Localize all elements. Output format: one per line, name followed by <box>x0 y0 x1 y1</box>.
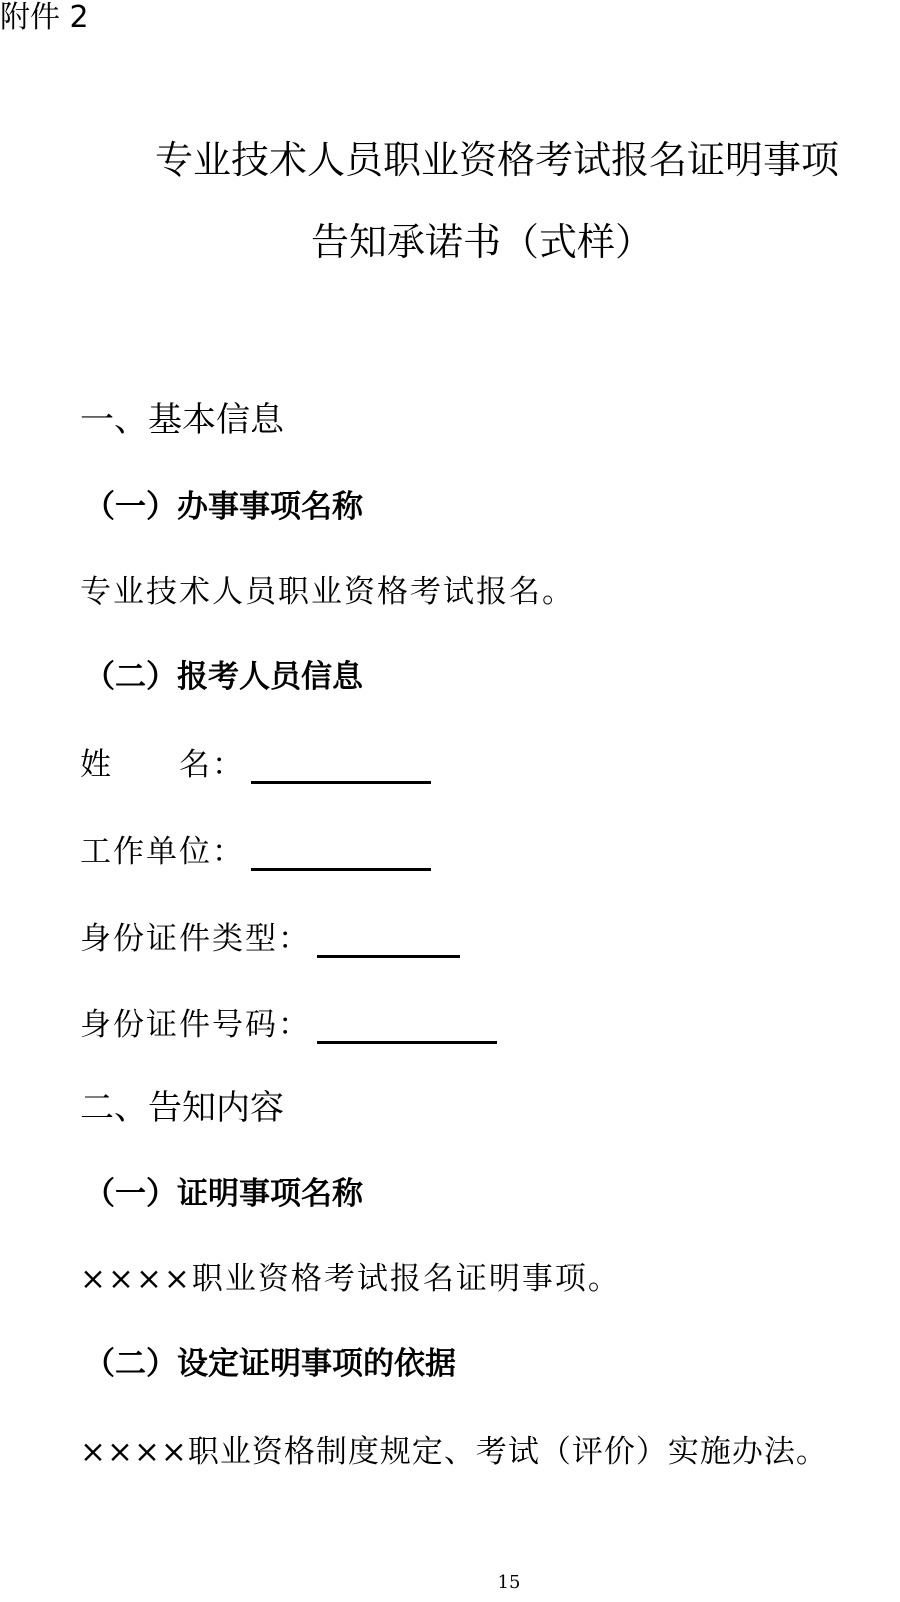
page-number: 15 <box>497 1572 521 1593</box>
field-id-type <box>80 920 460 958</box>
field-label-id-type: 身份证件类型： <box>80 921 311 957</box>
document-title-line2: 告知承诺书（式样） <box>310 220 653 264</box>
work-unit-blank-line[interactable] <box>251 834 431 871</box>
attachment-label: 附件 2 <box>0 0 89 35</box>
subsection-heading-applicant-info: （二）报考人员信息 <box>84 659 363 695</box>
field-id-number <box>80 1006 497 1044</box>
document-title-line1: 专业技术人员职业资格考试报名证明事项 <box>154 138 839 182</box>
id-number-blank-line[interactable] <box>317 1007 497 1044</box>
matter-name-text: 专业技术人员职业资格考试报名。 <box>80 574 575 610</box>
subsection-heading-certificate-name: （一）证明事项名称 <box>84 1176 363 1212</box>
section-heading-notification: 二、告知内容 <box>80 1088 284 1128</box>
basis-text: ××××职业资格制度规定、考试（评价）实施办法。 <box>80 1434 828 1470</box>
subsection-heading-matter-name: （一）办事事项名称 <box>84 489 363 525</box>
field-label-work-unit: 工作单位： <box>80 834 245 870</box>
subsection-heading-basis: （二）设定证明事项的依据 <box>84 1346 456 1382</box>
field-label-id-number: 身份证件号码： <box>80 1007 311 1043</box>
id-type-blank-line[interactable] <box>317 921 460 958</box>
name-blank-line[interactable] <box>251 747 431 784</box>
field-label-name: 姓 名： <box>80 747 245 783</box>
field-work-unit <box>80 833 431 871</box>
field-name <box>80 746 431 784</box>
section-heading-basic-info: 一、基本信息 <box>80 400 284 440</box>
certificate-name-text: ××××职业资格考试报名证明事项。 <box>80 1261 621 1297</box>
